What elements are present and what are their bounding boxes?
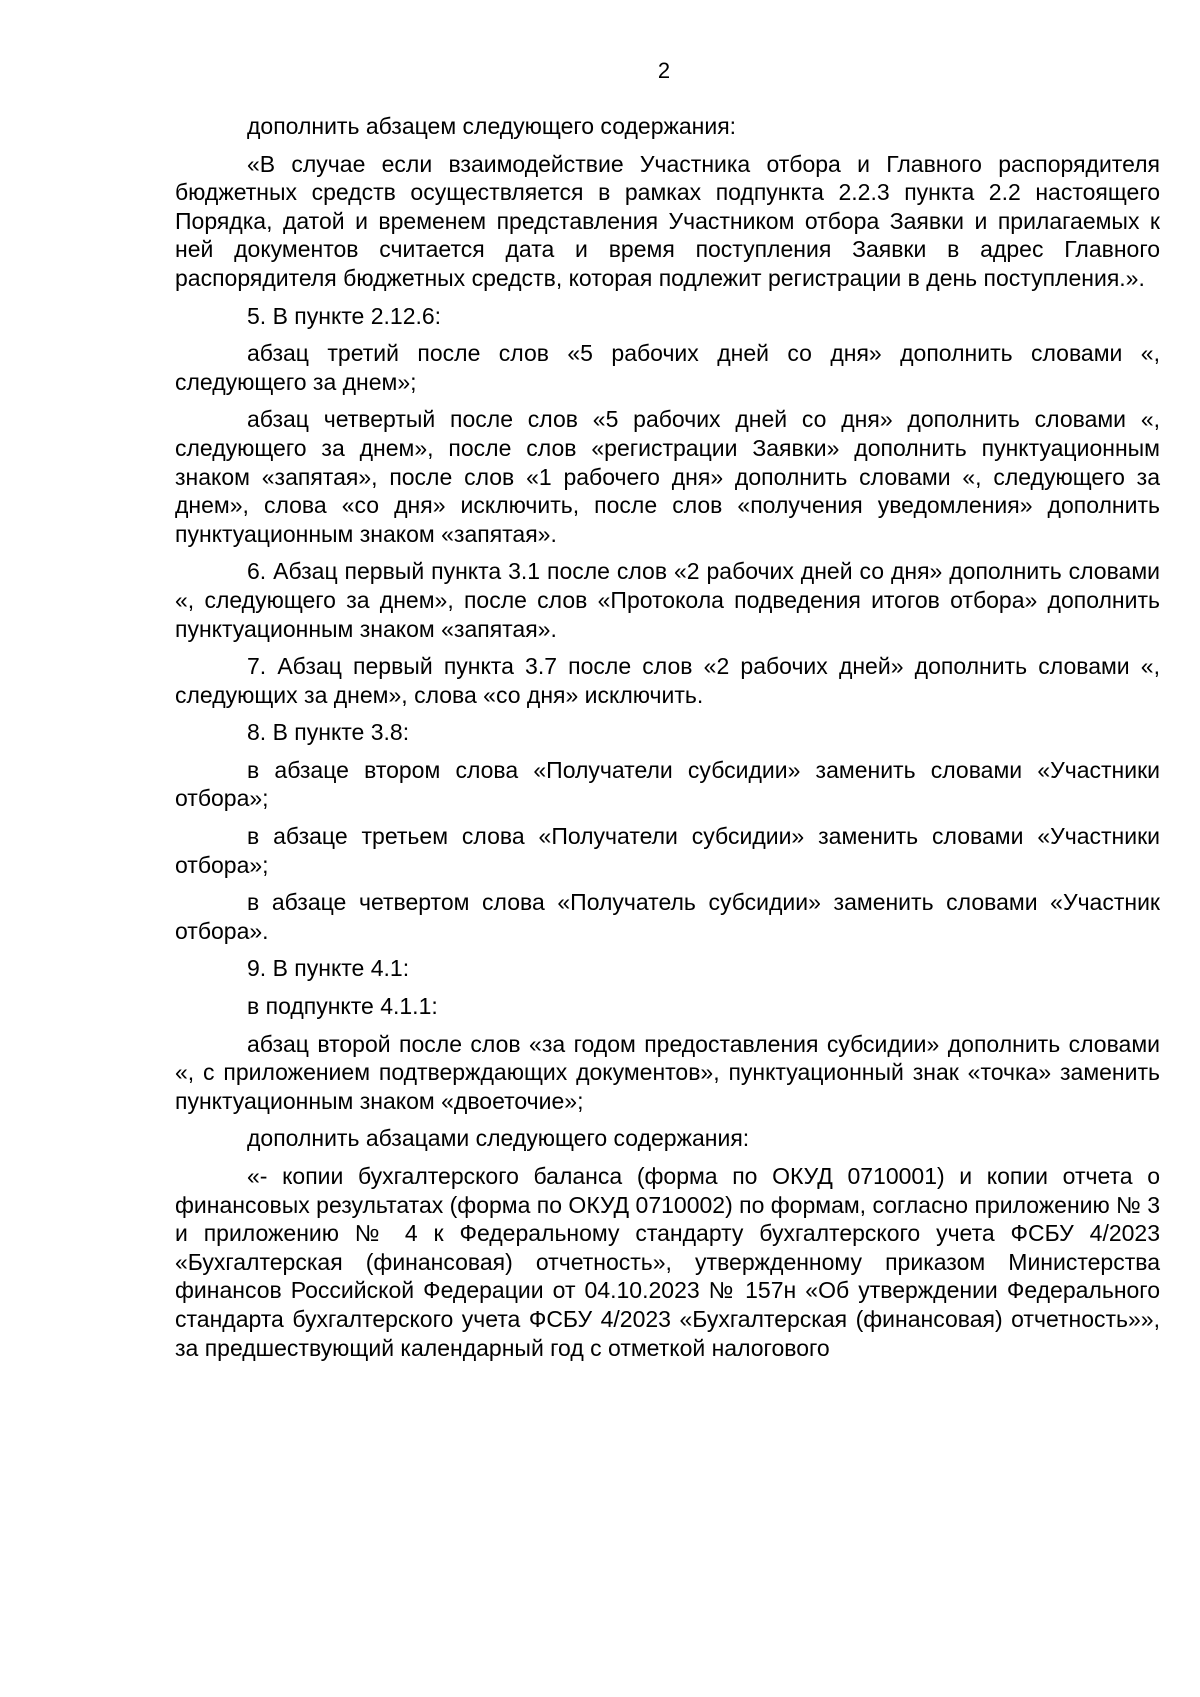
paragraph: «- копии бухгалтерского баланса (форма по ОКУД 0710001) и копии отчета о финансовых результатах (форма по ОКУД 0710002) по формам, согласно приложению № 3 и приложению № 4 к Федеральному стандарту бухгалтерского учета ФСБУ 4/2023 «Бухгалтерская (финансовая) отчетность», утвержденному приказом Министерства финансов Российской Федерации от 04.10.2023 № 157н «Об утверждении Федерального стандарта бухгалтерского учета ФСБУ 4/2023 «Бухгалтерская (финансовая) отчетность»», за предшествующий календарный год с отметкой налогового (175, 1163, 1161, 1361)
paragraph: дополнить абзацами следующего содержания: (247, 1125, 750, 1152)
paragraph: в подпункте 4.1.1: (247, 993, 438, 1020)
paragraph: 6. Абзац первый пункта 3.1 после слов «2 рабочих дней со дня» дополнить словами «, следующего за днем», после слов «Протокола подведения итогов отбора» дополнить пунктуационным знаком «запятая». (175, 558, 1160, 642)
paragraph: в абзаце втором слова «Получатели субсидии» заменить словами «Участники отбора»; (175, 756, 1160, 812)
paragraph: 7. Абзац первый пункта 3.7 после слов «2 рабочих дней» дополнить словами «, следующих за днем», слова «со дня» исключить. (175, 653, 1160, 708)
paragraph: «В случае если взаимодействие Участника отбора и Главного распорядителя бюджетных средств осуществляется в рамках подпункта 2.2.3 пункта 2.2 настоящего Порядка, датой и временем представления Участником отбора Заявки и прилагаемых к ней документов считается дата и время поступления Заявки в адрес Главного распорядителя бюджетных средств, которая подлежит регистрации в день поступления.». (175, 150, 1160, 291)
paragraph: 5. В пункте 2.12.6: (247, 302, 442, 329)
paragraph: абзац третий после слов «5 рабочих дней со дня» дополнить словами «, следующего за днем»; (175, 340, 1160, 395)
paragraph: в абзаце четвертом слова «Получатель субсидии» заменить словами «Участник отбора». (175, 889, 1160, 944)
paragraph: в абзаце третьем слова «Получатели субсидии» заменить словами «Участники отбора»; (175, 823, 1160, 878)
paragraph: 8. В пункте 3.8: (247, 719, 410, 746)
paragraph: дополнить абзацем следующего содержания: (247, 113, 737, 139)
paragraph: абзац второй после слов «за годом предоставления субсидии» дополнить словами «, с приложением подтверждающих документов», пунктуационный знак «точка» заменить пунктуационным знаком «двоеточие»; (175, 1030, 1160, 1114)
page-number: 2 (657, 58, 671, 83)
paragraph: 9. В пункте 4.1: (247, 955, 410, 982)
paragraph: абзац четвертый после слов «5 рабочих дней со дня» дополнить словами «, следующего за днем», после слов «регистрации Заявки» дополнить пунктуационным знаком «запятая», после слов «1 рабочего дня» дополнить словами «, следующего за днем», слова «со дня» исключить, после слов «получения уведомления» дополнить пунктуационным знаком «запятая». (175, 406, 1160, 547)
document-body (175, 112, 1160, 1371)
